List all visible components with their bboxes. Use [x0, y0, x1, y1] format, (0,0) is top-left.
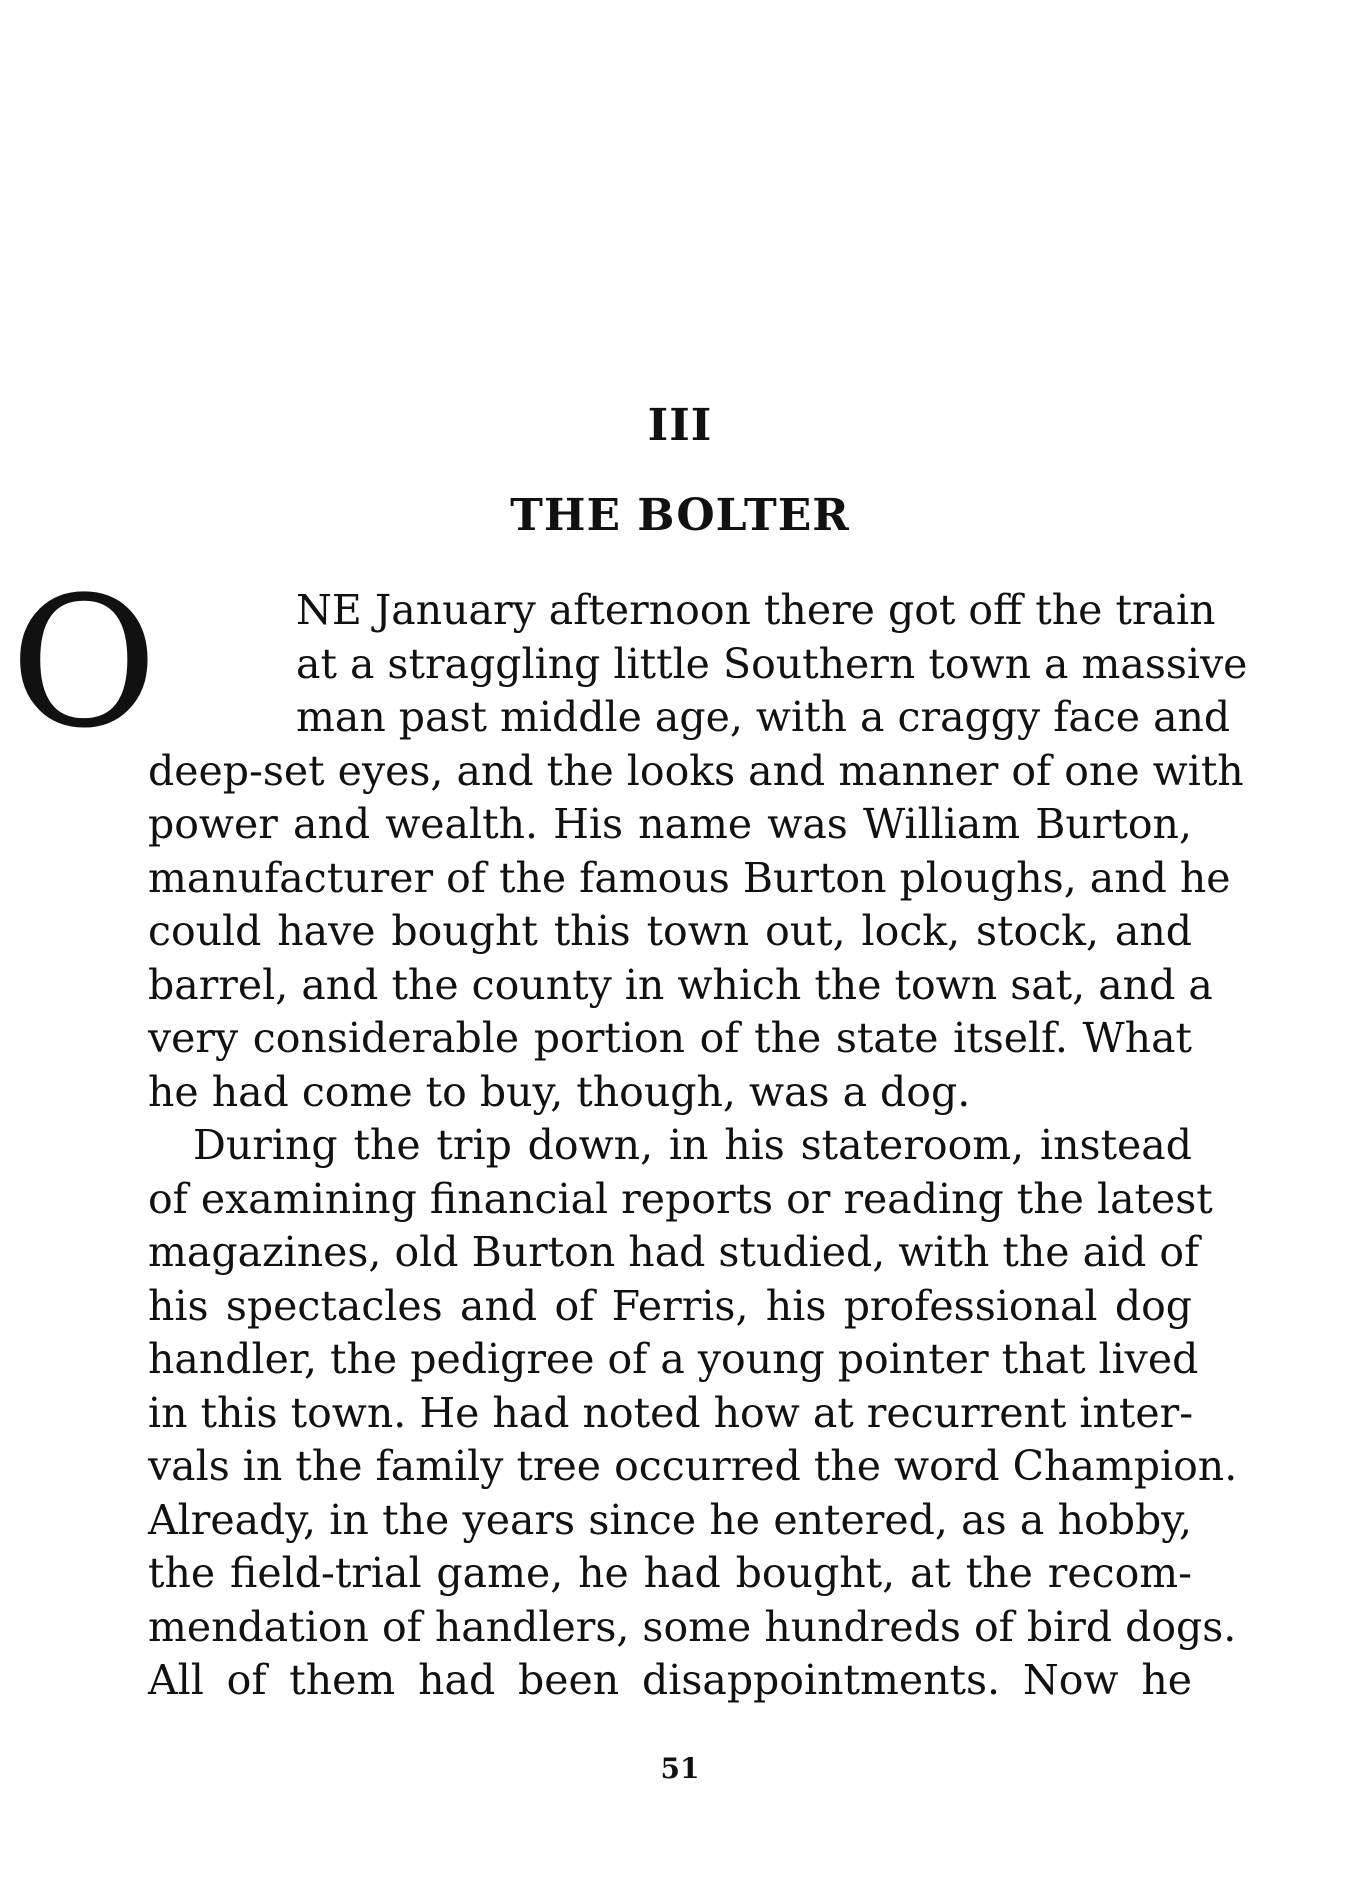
text-line: could have bought this town out, lock, stock, and [148, 907, 1192, 955]
text-line: he had come to buy, though, was a dog. [148, 1067, 971, 1116]
text-line: barrel, and the county in which the town sat, and a [148, 960, 1213, 1009]
text-line: at a straggling little Southern town a massive [296, 639, 1248, 688]
text-line: NE January afternoon there got off the train [296, 586, 1216, 634]
text-line: mendation of handlers, some hundreds of bird dogs. [148, 1602, 1237, 1651]
body-text [148, 584, 1248, 1708]
text-line: During the trip down, in his stateroom, instead [193, 1121, 1192, 1169]
text-line: All of them had been disappointments. Now he [148, 1656, 1192, 1704]
chapter-number: III [647, 400, 713, 451]
page-number: 51 [660, 1752, 700, 1785]
chapter-title: THE BOLTER [510, 490, 850, 541]
text-line: in this town. He had noted how at recurrent inter- [148, 1388, 1194, 1437]
text-line: handler, the pedigree of a young pointer that lived [148, 1335, 1199, 1383]
text-line: magazines, old Burton had studied, with the aid of [148, 1228, 1200, 1276]
text-line: Already, in the years since he entered, as a hobby, [148, 1495, 1192, 1544]
text-line: power and wealth. His name was William Burton, [148, 800, 1192, 848]
text-line: man past middle age, with a craggy face and [296, 693, 1231, 741]
text-line: vals in the family tree occurred the word Champion. [148, 1442, 1238, 1490]
text-line: the field-trial game, he had bought, at the recom- [148, 1549, 1192, 1597]
text-line: his spectacles and of Ferris, his professional dog [148, 1281, 1192, 1330]
text-line: manufacturer of the famous Burton ploughs, and he [148, 853, 1231, 902]
drop-cap: O [10, 559, 158, 768]
text-line: of examining financial reports or reading the latest [148, 1174, 1213, 1223]
text-line: deep-set eyes, and the looks and manner of one with [148, 746, 1244, 795]
text-line: very considerable portion of the state itself. What [148, 1014, 1192, 1062]
